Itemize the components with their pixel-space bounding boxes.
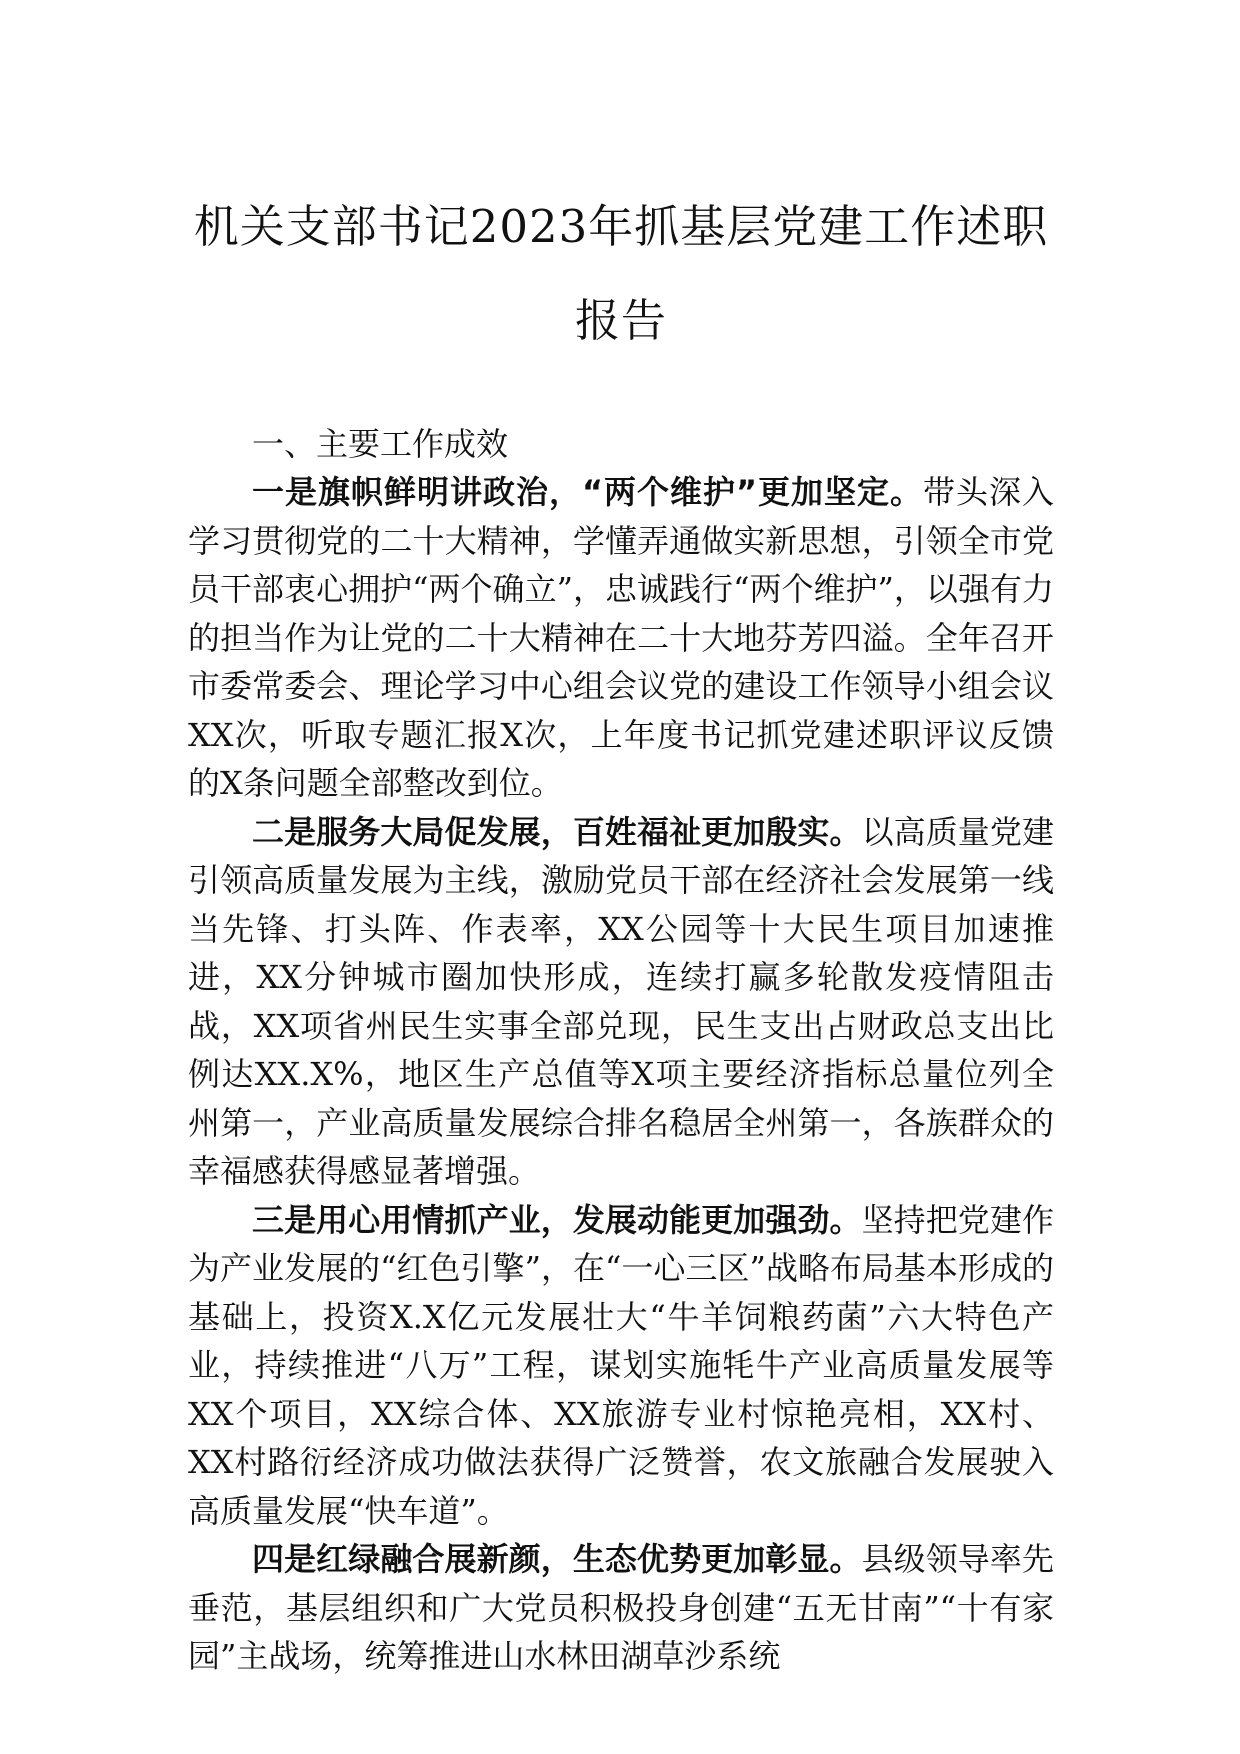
paragraph-3 — [188, 1196, 1054, 1536]
paragraph-2-lead: 二是服务大局促发展，百姓福祉更加殷实。 — [252, 812, 862, 851]
paragraph-4-body: 县级领导率先垂范，基层组织和广大党员积极投身创建“五无甘南”“十有家园”主战场，统筹推进山水林田湖草沙系统 — [188, 1540, 1054, 1675]
paragraph-2-body: 以高质量党建引领高质量发展为主线，激励党员干部在经济社会发展第一线当先锋、打头阵、作表率，XX公园等十大民生项目加速推进，XX分钟城市圈加快形成，连续打赢多轮散发疫情阻击战，XX项省州民生实事全部兑现，民生支出占财政总支出比例达XX.X%，地区生产总值等X项主要经济指标总量位列全州第一，产业高质量发展综合排名稳居全州第一，各族群众的幸福感获得感显著增强。 — [188, 812, 1054, 1190]
title-line-1: 机关支部书记2023年抓基层党建工作述职 — [193, 200, 1049, 253]
paragraph-1 — [188, 468, 1054, 808]
paragraph-3-lead: 三是用心用情抓产业，发展动能更加强劲。 — [252, 1200, 862, 1239]
title-line-2: 报告 — [574, 294, 667, 347]
paragraph-1-body: 带头深入学习贯彻党的二十大精神，学懂弄通做实新思想，引领全市党员干部衷心拥护“两个确立”，忠诚践行“两个维护”，以强有力的担当作为让党的二十大精神在二十大地芬芳四溢。全年召开市委常委会、理论学习中心组会议党的建设工作领导小组会议XX次，听取专题汇报X次，上年度书记抓党建述职评议反馈的X条问题全部整改到位。 — [188, 473, 1054, 802]
section-heading: 一、主要工作成效 — [252, 425, 509, 463]
paragraph-4-lead: 四是红绿融合展新颜，生态优势更加彰显。 — [252, 1540, 862, 1578]
paragraph-1-lead: 一是旗帜鲜明讲政治，“两个维护”更加坚定。 — [252, 473, 923, 511]
document-page — [188, 180, 1054, 1681]
paragraph-3-body: 坚持把党建作为产业发展的“红色引擎”，在“一心三区”战略布局基本形成的基础上，投资X.X亿元发展壮大“牛羊饲粮药菌”六大特色产业，持续推进“八万”工程，谋划实施牦牛产业高质量发展等XX个项目，XX综合体、XX旅游专业村惊艳亮相，XX村、XX村路衍经济成功做法获得广泛赞誉，农文旅融合发展驶入高质量发展“快车道”。 — [188, 1200, 1054, 1530]
paragraph-2 — [188, 808, 1054, 1196]
document-title — [188, 180, 1054, 368]
paragraph-4 — [188, 1535, 1054, 1681]
